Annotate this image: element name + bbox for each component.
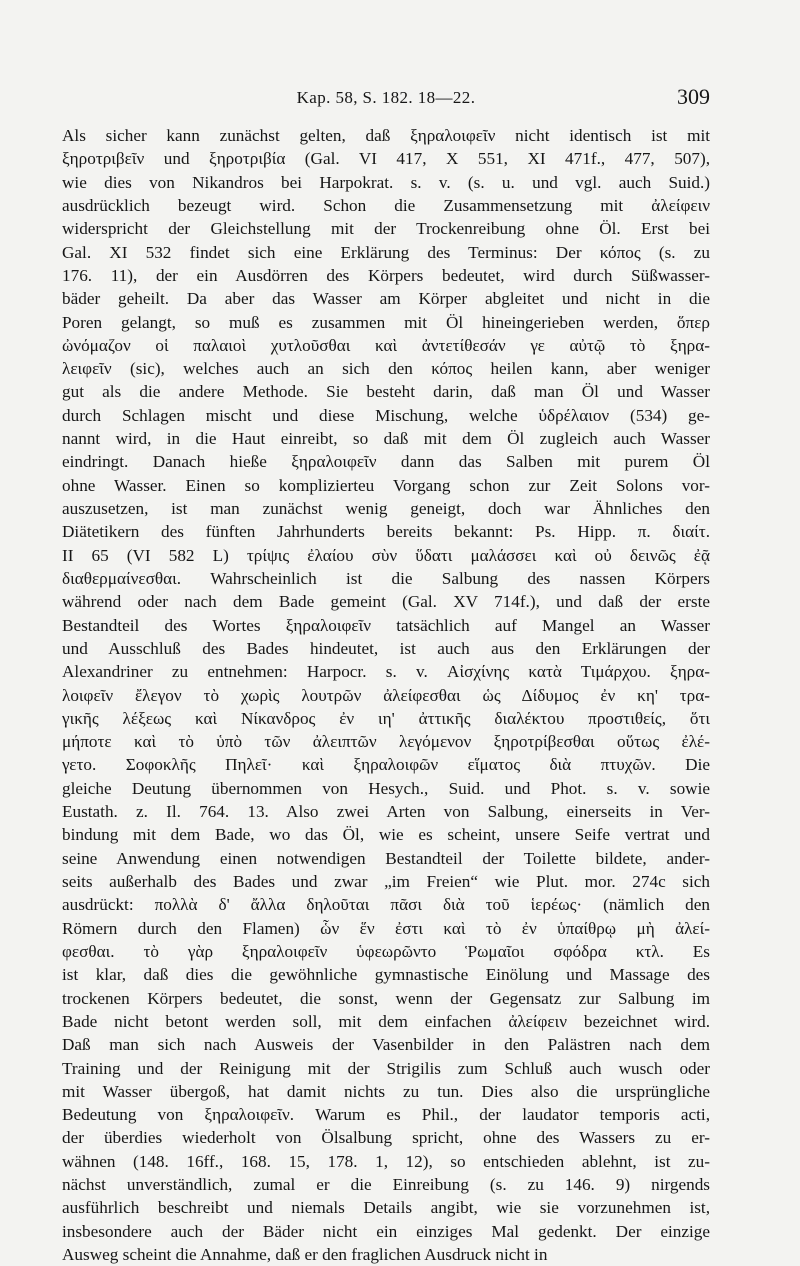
text-line: mit Wasser übergoß, hat damit nichts zu tun. Dies also die ursprüngliche [62,1081,710,1101]
text-line: der überdies wiederholt von Ölsalbung spricht, ohne des Wassers zu er- [62,1128,710,1148]
text-line: ausdrücklich bezeugt wird. Schon die Zusammensetzung mit ἀλείφειν [62,195,710,215]
text-line: ausführlich beschreibt und niemals Details angibt, wie sie vorzunehmen ist, [62,1198,710,1218]
text-line: seits außerhalb des Bades und zwar „im Freien“ wie Plut. mor. 274c sich [62,872,710,891]
text-line: Römern durch den Flamen) ὧν ἕν ἐστι καὶ τὸ ἐν ὑπαίθρῳ μὴ ἀλεί- [62,918,710,938]
text-line: ὠνόμαζον οἱ παλαιοὶ χυτλοῦσθαι καὶ ἀντετίθεσάν γε αὐτῷ τὸ ξηρα- [62,335,710,355]
text-line: Eustath. z. Il. 764. 13. Also zwei Arten von Salbung, einerseits in Ver- [62,802,710,822]
text-line: ist klar, daß dies die gewöhnliche gymnastische Einölung und Massage des [62,965,710,985]
text-line: φεσθαι. τὸ γὰρ ξηραλοιφεῖν ὑφεωρῶντο Ῥωμαῖοι σφόδρα κτλ. Es [62,941,710,961]
text-line: γετο. Σοφοκλῆς Πηλεῖ· καὶ ξηραλοιφῶν εἵματος διὰ πτυχῶν. Die [62,755,710,775]
text-line: Alexandriner zu entnehmen: Harpocr. s. v. Αἰσχίνης κατὰ Τιμάρχου. ξηρα- [62,662,710,682]
text-line: διαθερμαίνεσθαι. Wahrscheinlich ist die Salbung des nassen Körpers [62,568,710,588]
text-line: eindringt. Danach hieße ξηραλοιφεῖν dann das Salben mit purem Öl [62,452,710,472]
text-line: gleiche Deutung übernommen von Hesych., Suid. und Phot. s. v. sowie [62,778,710,798]
text-line: auszusetzen, ist man zunächst wenig geneigt, doch war Ähnliches den [62,499,710,518]
text-line: ohne Wasser. Einen so komplizierteu Vorgang schon zur Zeit Solons vor- [62,475,710,495]
text-line: Daß man sich nach Ausweis der Vasenbilder in den Palästren nach dem [62,1035,710,1055]
running-head: Kap. 58, S. 182. 18—22. [296,88,476,107]
text-line: und Ausschluß des Bades hindeutet, ist auch aus den Erklärungen der [62,638,710,658]
body-text [62,124,710,1266]
text-line: nächst unverständlich, zumal er die Einreibung (s. zu 146. 9) nirgends [62,1175,710,1195]
text-line: wie dies von Nikandros bei Harpokrat. s. v. (s. u. und vgl. auch Suid.) [62,172,710,192]
text-line: λοιφεῖν ἔλεγον τὸ χωρὶς λουτρῶν ἀλείφεσθαι ὡς Δίδυμος ἐν κη' τρα- [62,685,710,705]
page-number: 309 [677,84,710,109]
text-line: seine Anwendung einen notwendigen Bestandteil der Toilette bildete, ander- [62,848,710,868]
text-line: Bade nicht betont werden soll, mit dem einfachen ἀλείφειν bezeichnet wird. [62,1011,710,1031]
text-line: Diätetikern des fünften Jahrhunderts bereits bekannt: Ps. Hipp. π. διαίτ. [62,522,710,542]
text-line: Bedeutung von ξηραλοιφεῖν. Warum es Phil., der laudator temporis acti, [62,1105,710,1125]
text-line: durch Schlagen mischt und diese Mischung, welche ὑδρέλαιον (534) ge- [62,405,710,425]
text-line: insbesondere auch der Bäder nicht ein einziges Mal gedenkt. Der einzige [62,1221,710,1241]
text-line: bindung mit dem Bade, wo das Öl, wie es scheint, unsere Seife vertrat und [62,825,710,845]
text-line: λειφεῖν (sic), welches auch an sich den κόπος heilen kann, aber weniger [62,359,710,379]
text-line: II 65 (VI 582 L) τρίψις ἐλαίου σὺν ὕδατι μαλάσσει καὶ οὐ δεινῶς ἐᾷ [62,545,710,565]
text-line: ausdrückt: πολλὰ δ' ἄλλα δηλοῦται πᾶσι διὰ τοῦ ἱερέως· (nämlich den [62,895,710,915]
text-line: wähnen (148. 16ff., 168. 15, 178. 1, 12), so entschieden ablehnt, ist zu- [62,1151,710,1171]
text-line: Ausweg scheint die Annahme, daß er den fraglichen Ausdruck nicht in [62,1245,548,1264]
text-line: nannt wird, in die Haut einreibt, so daß mit dem Öl zugleich auch Wasser [62,429,710,449]
text-line: trockenen Körpers bedeutet, die sonst, wenn der Gegensatz zur Salbung im [62,988,710,1008]
text-line: gut als die andere Methode. Sie besteht darin, daß man Öl und Wasser [62,382,710,402]
text-line: Gal. XI 532 findet sich eine Erklärung des Terminus: Der κόπος (s. zu [62,242,710,262]
text-line: μήποτε καὶ τὸ ὑπὸ τῶν ἀλειπτῶν λεγόμενον ξηροτρίβεσθαι οὕτως ἐλέ- [62,732,710,752]
text-line: Poren gelangt, so muß es zusammen mit Öl hineingerieben werden, ὅπερ [62,312,710,332]
text-line: γικῆς λέξεως καὶ Νίκανδρος ἐν ιη' ἀττικῆς διαλέκτου προστιθείς, ὅτι [62,708,710,728]
text-line: Bestandteil des Wortes ξηραλοιφεῖν tatsächlich auf Mangel an Wasser [62,615,710,635]
text-line: widerspricht der Gleichstellung mit der Trockenreibung ohne Öl. Erst bei [62,219,710,239]
page-header [62,86,710,112]
text-line: Training und der Reinigung mit der Strigilis zum Schluß auch wusch oder [62,1058,710,1078]
text-line: bäder geheilt. Da aber das Wasser am Körper abgleitet und nicht in die [62,289,710,309]
text-line: 176. 11), der ein Ausdörren des Körpers bedeutet, wird durch Süßwasser- [62,265,710,285]
text-line: Als sicher kann zunächst gelten, daß ξηραλοιφεῖν nicht identisch ist mit [62,126,710,145]
text-line: ξηροτριβεῖν und ξηροτριβία (Gal. VI 417, X 551, XI 471f., 477, 507), [62,149,710,169]
text-line: während oder nach dem Bade gemeint (Gal. XV 714f.), und daß der erste [62,592,710,612]
